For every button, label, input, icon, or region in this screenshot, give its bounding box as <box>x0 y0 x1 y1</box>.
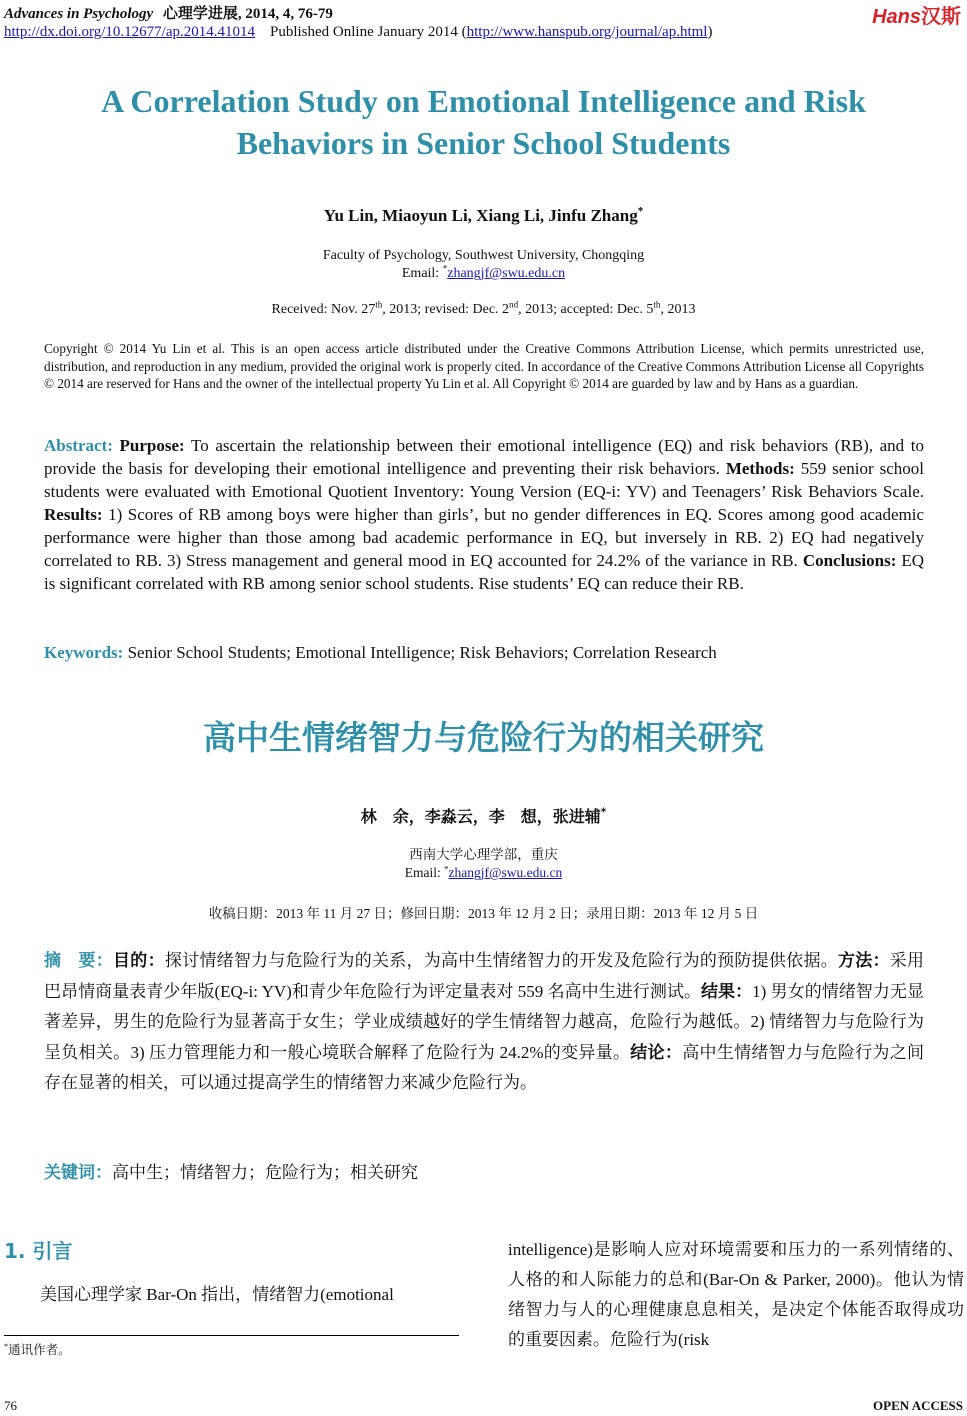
affiliation-cn: 西南大学心理学部，重庆 <box>409 847 558 862</box>
received-sup: th <box>375 299 383 310</box>
publisher-logo <box>872 0 961 29</box>
received-text: Received: Nov. 27 <box>271 302 376 317</box>
purpose-label: Purpose: <box>119 436 185 455</box>
methods-text: 559 senior school students were evaluated with Emotional Quotient Inventory: Young Version (EQ-i: YV) and Teenagers’ Risk Behaviors Scale. <box>44 459 925 501</box>
email-label: Email: <box>401 266 440 281</box>
results-cn-label: 结果： <box>701 981 753 1002</box>
footnote-divider <box>4 1335 459 1336</box>
authors-cn-names: 林 余，李淼云，李 想，张进辅 <box>360 807 601 826</box>
keywords-cn-text: 高中生；情绪智力；危险行为；相关研究 <box>112 1163 418 1182</box>
journal-header <box>4 2 333 23</box>
affiliation-cn-block <box>0 846 967 882</box>
keywords-en <box>44 643 924 663</box>
revised-text: , 2013; revised: Dec. 2 <box>382 302 510 317</box>
authors-en <box>0 206 967 226</box>
received-dates-en <box>0 299 967 318</box>
revised-sup: nd <box>509 299 519 310</box>
conclusions-cn-text: 高中生情绪智力与危险行为之间存在显著的相关，可以通过提高学生的情绪智力来减少危险行为。 <box>44 1042 925 1092</box>
received-end: , 2013 <box>660 302 696 317</box>
keywords-cn-label: 关键词： <box>44 1163 112 1183</box>
email-link-en[interactable]: zhangjf@swu.edu.cn <box>447 266 566 281</box>
authors-en-names: Yu Lin, Miaoyun Li, Xiang Li, Jinfu Zhang <box>323 206 638 225</box>
abstract-cn-label: 摘 要： <box>44 951 114 971</box>
logo-text-en: Hans <box>872 6 921 28</box>
open-access-label: OPEN ACCESS <box>873 1398 963 1413</box>
email-link-cn[interactable]: zhangjf@swu.edu.cn <box>448 865 563 880</box>
footnote-mark: * <box>4 1341 9 1351</box>
results-label: Results: <box>44 505 103 524</box>
corresponding-mark-cn: * <box>600 806 607 819</box>
page-number: 76 <box>4 1398 17 1413</box>
footnote-text: 通讯作者。 <box>8 1343 71 1357</box>
journal-name-en: Advances in Psychology <box>4 6 154 22</box>
footnote <box>4 1340 71 1358</box>
purpose-cn-text: 探讨情绪智力与危险行为的关系，为高中生情绪智力的开发及危险行为的预防提供依据。 <box>164 951 838 970</box>
keywords-text: Senior School Students; Emotional Intelligence; Risk Behaviors; Correlation Research <box>127 643 717 662</box>
body-text-left: 美国心理学家 Bar-On 指出，情绪智力(emotional <box>40 1285 394 1304</box>
email-line-cn <box>0 864 967 882</box>
affiliation-en-block <box>0 247 967 283</box>
affiliation-en: Faculty of Psychology, Southwest University, Chongqing <box>322 248 645 263</box>
accepted-sup: th <box>653 299 661 310</box>
journal-link[interactable]: http://www.hanspub.org/journal/ap.html <box>466 24 708 40</box>
published-text: Published Online January 2014 <box>269 24 458 40</box>
methods-cn-label: 方法： <box>837 951 890 971</box>
abstract-cn <box>44 946 924 1099</box>
methods-cn-text: 采用巴昂情商量表青少年版(EQ-i: YV)和青少年危险行为评定量表对 559 名高中生进行测试。 <box>44 951 925 1001</box>
methods-label: Methods: <box>725 459 795 478</box>
email-mark: * <box>442 263 448 274</box>
doi-link[interactable]: http://dx.doi.org/10.12677/ap.2014.41014 <box>4 24 255 40</box>
results-cn-text: 1) 男女的情绪智力无显著差异，男生的危险行为显著高于女生；学业成绩越好的学生情绪智力越高，危险行为越低。2) 情绪智力与危险行为呈负相关。3) 压力管理能力和一般心境联合解释了危险行为 24.2%的变异量。 <box>44 981 925 1062</box>
purpose-cn-label: 目的： <box>113 951 165 971</box>
keywords-cn <box>44 1158 924 1183</box>
authors-cn <box>0 804 967 827</box>
conclusions-text: EQ is significant correlated with RB among senior school students. Rise students’ EQ can reduce their RB. <box>44 551 925 593</box>
abstract-en <box>44 434 924 595</box>
keywords-label: Keywords: <box>44 643 124 662</box>
email-line-en <box>0 265 967 283</box>
abstract-label: Abstract: <box>44 436 113 455</box>
journal-name-cn: 心理学进展, 2014, 4, 76-79 <box>162 6 333 22</box>
conclusions-cn-label: 结论： <box>630 1042 683 1063</box>
logo-text-cn: 汉斯 <box>921 6 961 28</box>
results-text: 1) Scores of RB among boys were higher than girls’, but no gender differences in EQ. Scores among good academic performance were higher than those among bad academic performance in EQ, but inversely in RB. 2) EQ had negatively correlated to RB. 3) Stress management and general mood in EQ accounted for 24.2% of the variance in RB. <box>44 505 925 570</box>
doi-line: http://dx.doi.org/10.12677/ap.2014.41014 Published Online January 2014 (http://www.hanspub.org/journal/ap.html) <box>4 24 713 40</box>
received-dates-cn: 收稿日期：2013 年 11 月 27 日；修回日期：2013 年 12 月 2 日；录用日期：2013 年 12 月 5 日 <box>208 906 759 921</box>
email-mark-cn: * <box>444 863 449 874</box>
accepted-text: , 2013; accepted: Dec. 5 <box>518 302 654 317</box>
copyright-notice: Copyright © 2014 Yu Lin et al. This is an open access article distributed under the Creative Commons Attribution License, which permits unrestricted use, distribution, and reproduction in any medium, provided the original work is properly cited. In accordance of the Creative Commons Attribution License all Copyrights © 2014 are reserved for Hans and the owner of the intellectual property Yu Lin et al. All Copyright © 2014 are guarded by law and by Hans as a guardian. <box>44 341 924 391</box>
section-heading: 1. 引言 <box>4 1239 73 1263</box>
body-text-right: intelligence)是影响人应对环境需要和压力的一系列情绪的、人格的和人际能力的总和(Bar-On & Parker, 2000)。他认为情绪智力与人的心理健康息息相关，是决定个体能否取得成功的重要因素。危险行为(risk <box>508 1240 964 1349</box>
purpose-text: To ascertain the relationship between their emotional intelligence (EQ) and risk behaviors (RB), and to provide the basis for developing their emotional intelligence and preventing their risk behaviors. <box>44 436 924 478</box>
paper-title-cn: 高中生情绪智力与危险行为的相关研究 <box>203 718 764 757</box>
corresponding-mark: * <box>637 205 644 218</box>
conclusions-label: Conclusions: <box>802 551 897 570</box>
paper-title-en: A Correlation Study on Emotional Intelligence and Risk Behaviors in Senior School Students <box>101 83 866 161</box>
email-label-cn: Email: <box>404 865 441 880</box>
